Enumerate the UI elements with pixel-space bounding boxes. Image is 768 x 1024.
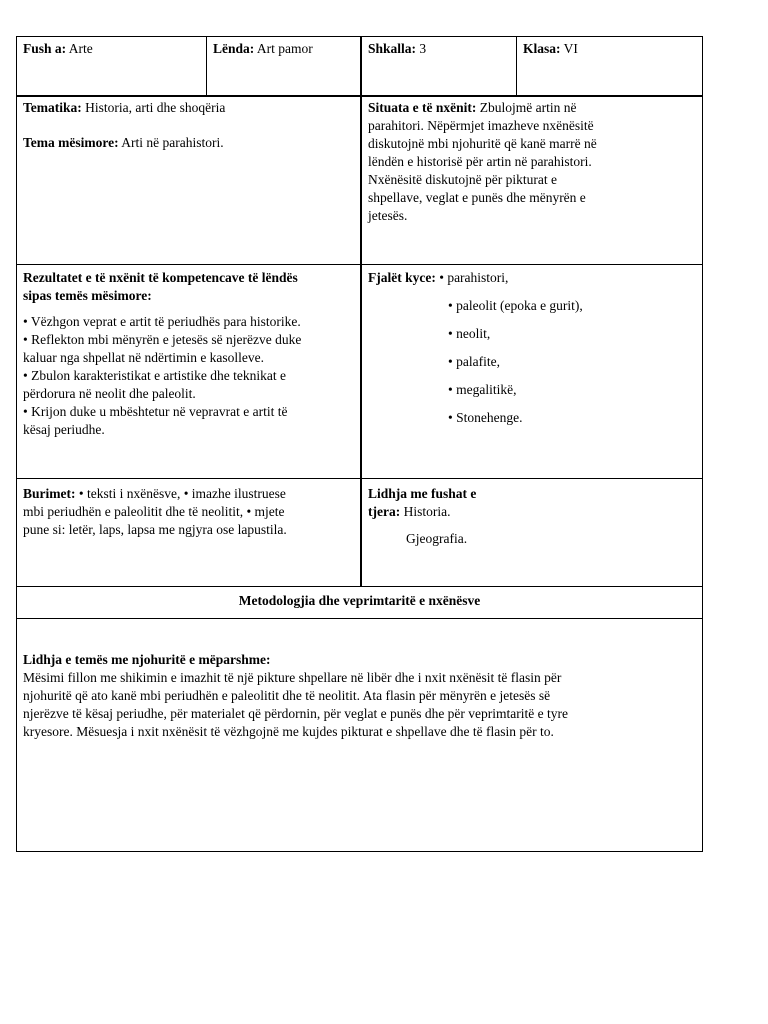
lidhja-temes-line: kryesore. Mësuesja i nxit nxënësit të vëzhgojnë me kujdes pikturat e shpellave dhe të flasin për to. [23,724,554,739]
row-divider-4 [16,586,703,587]
situata-line: lëndën e historisë për artin në parahistori. [368,154,592,169]
lidhja-fushat-cell [368,485,476,521]
row-divider-2 [16,264,703,265]
burimet-line: mbi periudhën e paleolitit dhe të neolitit, • mjete [23,504,285,519]
rezultatet-title-2: sipas temës mësimore: [23,288,152,303]
tema-value: Arti në parahistori. [121,135,224,150]
fjalet-label: Fjalët kyce: [368,270,436,285]
lenda-cell [213,40,313,58]
situata-line: Nxënësitë diskutojnë për pikturat e [368,172,557,187]
fjalet-item: • palafite, [448,354,500,369]
klasa-cell [523,40,578,58]
row-divider-1 [16,95,703,97]
rezultatet-line: • Krijon duke u mbështetur në vepravrat e artit të [23,404,288,419]
situata-cell [368,99,698,225]
fusha-label: Fush a: [23,41,67,56]
lidhja-fushat-value: Historia. [403,504,451,519]
lidhja-temes-line: Mësimi fillon me shikimin e imazhit të një pikture shpellare në libër dhe i nxit nxënësit të flasin për [23,670,562,685]
lidhja-fushat-label: Lidhja me fushat e [368,486,477,501]
fusha-cell [23,40,93,58]
fjalet-item: • Stonehenge. [448,410,523,425]
fjalet-item: • neolit, [448,326,491,341]
rezultatet-line: • Vëzhgon veprat e artit të periudhës para historike. [23,314,301,329]
rezultatet-line: • Reflekton mbi mënyrën e jetesës së njerëzve duke [23,332,302,347]
shkalla-label: Shkalla: [368,41,417,56]
lidhja-fushat-label-2: tjera: [368,504,401,519]
situata-line: shpellave, veglat e punës dhe mënyrën e [368,190,586,205]
tema-label: Tema mësimore: [23,135,119,150]
shkalla-cell [368,40,426,58]
tematika-label: Tematika: [23,100,82,115]
header-divider-3 [516,36,517,96]
situata-line: diskutojnë mbi njohuritë që kanë marrë në [368,136,597,151]
header-divider-1 [206,36,207,96]
rezultatet-line: kaluar nga shpellat në ndërtimin e kasolleve. [23,350,265,365]
row-divider-5 [16,618,703,619]
lenda-value: Art pamor [256,41,313,56]
shkalla-value: 3 [419,41,427,56]
klasa-value: VI [563,41,578,56]
lenda-label: Lënda: [213,41,255,56]
rezultatet-line: përdorura në neolit dhe paleolit. [23,386,196,401]
burimet-cell [23,485,358,539]
rezultatet-cell [23,269,358,439]
lidhja-temes-title: Lidhja e temës me njohuritë e mëparshme: [23,652,271,667]
situata-line: jetesës. [368,208,408,223]
tematika-value: Historia, arti dhe shoqëria [85,100,226,115]
klasa-label: Klasa: [523,41,561,56]
metodologjia-title-text: Metodologjia dhe veprimtaritë e nxënësve [238,593,481,608]
fjalet-item: • parahistori, [439,270,509,285]
fjalet-item: • megalitikë, [448,382,517,397]
burimet-line: pune si: letër, laps, lapsa me ngjyra ose lapustila. [23,522,287,537]
tema-mesimore [23,134,224,152]
lidhja-temes-cell [23,651,698,741]
rezultatet-line: kësaj periudhe. [23,422,105,437]
lidhja-temes-line: njohuritë që ato kanë mbi periudhën e paleolitit dhe të neolitit. Ata flasin për mënyrën e jetesës së [23,688,551,703]
lidhja-fushat-value-2: Gjeografia. [406,531,468,546]
situata-label: Situata e të nxënit: [368,100,477,115]
rezultatet-title: Rezultatet e të nxënit të kompetencave të lëndës [23,270,298,285]
situata-line: parahitori. Nëpërmjet imazheve nxënësitë [368,118,594,133]
metodologjia-title [16,592,703,610]
row-divider-3 [16,478,703,479]
fjalet-kyce-label-row [368,269,508,287]
fusha-value: Arte [68,41,93,56]
rezultatet-line: • Zbulon karakteristikat e artistike dhe teknikat e [23,368,287,383]
lidhja-temes-line: njerëzve të kësaj periudhe, për materialet që përdornin, për veglat e punës dhe për veprimtaritë e tyre [23,706,568,721]
situata-line: Zbulojmë artin në [479,100,577,115]
tematika-cell [23,99,225,117]
burimet-line: • teksti i nxënësve, • imazhe ilustruese [78,486,286,501]
burimet-label: Burimet: [23,486,76,501]
fjalet-item: • paleolit (epoka e gurit), [448,298,583,313]
header-divider-2 [360,36,362,586]
